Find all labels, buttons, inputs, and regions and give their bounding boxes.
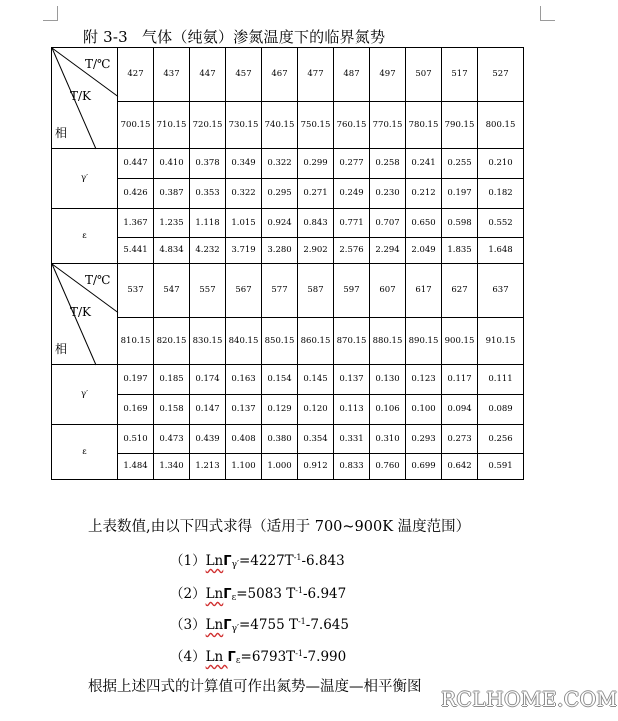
table-row [52, 102, 524, 149]
table-cell: 0.447 [118, 149, 154, 179]
table-cell: 0.249 [334, 179, 370, 209]
table-cell: 0.322 [262, 149, 298, 179]
table-cell: 1.835 [442, 238, 478, 264]
table-cell: 0.129 [262, 395, 298, 425]
header-celsius-label: T/℃ [85, 273, 111, 287]
table-cell: 1.648 [478, 238, 524, 264]
table-cell: 770.15 [370, 102, 406, 149]
table-cell: 0.408 [226, 425, 262, 454]
table-cell: 0.273 [442, 425, 478, 454]
table-cell: 910.15 [478, 318, 524, 365]
table-cell: 740.15 [262, 102, 298, 149]
equation-subscript: ε [235, 656, 241, 666]
table-cell: 0.230 [370, 179, 406, 209]
header-phase-label: 相 [55, 126, 68, 140]
table-cell: 617 [406, 264, 442, 318]
table-cell: 2.294 [370, 238, 406, 264]
equation-exponent: -1 [295, 586, 303, 595]
table-cell: 830.15 [190, 318, 226, 365]
table-cell: 0.169 [118, 395, 154, 425]
table-cell: 487 [334, 48, 370, 102]
equation-index: （3） [170, 617, 206, 633]
table-cell: 447 [190, 48, 226, 102]
table-cell: 790.15 [442, 102, 478, 149]
caption-number: 附 3-3 [83, 28, 128, 46]
table-cell: 0.094 [442, 395, 478, 425]
table-cell: 0.924 [262, 209, 298, 238]
table-cell: 627 [442, 264, 478, 318]
table-cell: 0.163 [226, 365, 262, 395]
table-cell: 517 [442, 48, 478, 102]
table-cell: 1.015 [226, 209, 262, 238]
table-cell: 467 [262, 48, 298, 102]
table-cell: 0.197 [442, 179, 478, 209]
table-cell: 547 [154, 264, 190, 318]
table-cell: 730.15 [226, 102, 262, 149]
table-cell: 0.299 [298, 149, 334, 179]
equation-constant: -6.843 [301, 553, 345, 569]
table-cell: 860.15 [298, 318, 334, 365]
table-cell: 0.241 [406, 149, 442, 179]
table-cell: 0.258 [370, 149, 406, 179]
table-cell: 0.295 [262, 179, 298, 209]
table-cell: 0.699 [406, 454, 442, 480]
critical-nitrogen-potential-table [51, 47, 524, 480]
table-cell: 0.387 [154, 179, 190, 209]
equation-exponent: -1 [293, 553, 302, 562]
table-cell: 820.15 [154, 318, 190, 365]
table-cell: 0.256 [478, 425, 524, 454]
table-cell: 0.598 [442, 209, 478, 238]
table-cell: 0.426 [118, 179, 154, 209]
table-cell: 0.089 [478, 395, 524, 425]
equation-exponent: -1 [297, 617, 306, 626]
table-cell: 0.197 [118, 365, 154, 395]
table-cell: 0.410 [154, 149, 190, 179]
table-cell: 0.353 [190, 179, 226, 209]
table-cell: 0.510 [118, 425, 154, 454]
table-cell: 0.760 [370, 454, 406, 480]
table-cell: 497 [370, 48, 406, 102]
table-row [52, 425, 524, 454]
table-cell: 0.106 [370, 395, 406, 425]
table-cell: 4.232 [190, 238, 226, 264]
caption-text: 气体（纯氨）渗氮温度下的临界氮势 [141, 28, 386, 46]
table-body [52, 48, 524, 480]
phase-gamma-prime-label: γ′ [52, 365, 118, 425]
equation-ln: Ln [205, 649, 228, 665]
table-cell: 720.15 [190, 102, 226, 149]
table-cell: 0.145 [298, 365, 334, 395]
table-cell: 637 [478, 264, 524, 318]
table-cell: 1.340 [154, 454, 190, 480]
table-cell: 0.185 [154, 365, 190, 395]
table-cell: 0.120 [298, 395, 334, 425]
table-cell: 0.650 [406, 209, 442, 238]
table-row [52, 264, 524, 318]
table-row [52, 48, 524, 102]
conclusion-text: 根据上述四式的计算值可作出氮势—温度—相平衡图 [88, 679, 422, 695]
table-cell: 0.642 [442, 454, 478, 480]
equation-subscript: ε [231, 593, 237, 603]
equation-3 [170, 613, 349, 634]
table-cell: 1.000 [262, 454, 298, 480]
table-cell: 1.235 [154, 209, 190, 238]
table-cell: 0.310 [370, 425, 406, 454]
table-row [52, 238, 524, 264]
table-cell: 840.15 [226, 318, 262, 365]
table-cell: 700.15 [118, 102, 154, 149]
table-cell: 557 [190, 264, 226, 318]
table-cell: 800.15 [478, 102, 524, 149]
equation-gamma: Γ [223, 554, 232, 569]
diagonal-header-cell [52, 264, 118, 365]
table-cell: 3.280 [262, 238, 298, 264]
table-cell: 567 [226, 264, 262, 318]
table-row [52, 454, 524, 480]
equation-rhs: =4755 T [239, 617, 298, 633]
table-cell: 0.473 [154, 425, 190, 454]
table-cell: 760.15 [334, 102, 370, 149]
table-cell: 2.576 [334, 238, 370, 264]
table-cell: 0.130 [370, 365, 406, 395]
table-cell: 597 [334, 264, 370, 318]
crop-mark-top-left [43, 6, 58, 21]
header-celsius-label: T/℃ [85, 57, 111, 71]
table-cell: 810.15 [118, 318, 154, 365]
table-cell: 507 [406, 48, 442, 102]
equation-exponent: -1 [295, 649, 303, 658]
table-cell: 0.158 [154, 395, 190, 425]
table-cell: 0.591 [478, 454, 524, 480]
table-cell: 890.15 [406, 318, 442, 365]
table-row [52, 395, 524, 425]
table-cell: 0.354 [298, 425, 334, 454]
table-cell: 0.771 [334, 209, 370, 238]
table-row [52, 149, 524, 179]
header-kelvin-label: T/K [70, 305, 92, 320]
table-cell: 0.277 [334, 149, 370, 179]
table-cell: 5.441 [118, 238, 154, 264]
phase-epsilon-label: ε [52, 209, 118, 264]
table-cell: 1.100 [226, 454, 262, 480]
source-note: 上表数值,由以下四式求得（适用于 700~900K 温度范围） [88, 519, 471, 535]
table-cell: 527 [478, 48, 524, 102]
table-cell: 850.15 [262, 318, 298, 365]
table-cell: 0.322 [226, 179, 262, 209]
table-cell: 710.15 [154, 102, 190, 149]
table-cell: 0.137 [226, 395, 262, 425]
equation-gamma: Γ [223, 618, 232, 633]
table-cell: 0.123 [406, 365, 442, 395]
equation-ln: Ln [205, 586, 224, 602]
table-cell: 880.15 [370, 318, 406, 365]
table-cell: 0.331 [334, 425, 370, 454]
header-kelvin-label: T/K [70, 89, 92, 104]
equation-gamma: Γ [223, 587, 232, 602]
phase-epsilon-label: ε [52, 425, 118, 480]
table-cell: 900.15 [442, 318, 478, 365]
equation-ln: Ln [205, 617, 224, 633]
equation-constant: -7.645 [305, 617, 349, 633]
equation-2 [170, 582, 346, 603]
table-cell: 1.118 [190, 209, 226, 238]
equation-subscript: γ′ [231, 560, 239, 570]
table-cell: 2.049 [406, 238, 442, 264]
table-cell: 0.293 [406, 425, 442, 454]
table-cell: 0.912 [298, 454, 334, 480]
table-cell: 0.212 [406, 179, 442, 209]
table-cell: 0.111 [478, 365, 524, 395]
table-cell: 587 [298, 264, 334, 318]
table-cell: 750.15 [298, 102, 334, 149]
table-cell: 0.182 [478, 179, 524, 209]
table-cell: 0.552 [478, 209, 524, 238]
table-cell: 0.147 [190, 395, 226, 425]
table-cell: 0.137 [334, 365, 370, 395]
equation-1 [170, 549, 345, 570]
table-cell: 457 [226, 48, 262, 102]
equation-gamma: Γ [227, 650, 236, 665]
table-cell: 477 [298, 48, 334, 102]
equation-constant: -7.990 [303, 649, 347, 665]
table-cell: 0.154 [262, 365, 298, 395]
table-cell: 537 [118, 264, 154, 318]
table-cell: 0.707 [370, 209, 406, 238]
table-cell: 0.380 [262, 425, 298, 454]
table-cell: 0.100 [406, 395, 442, 425]
table-cell: 0.439 [190, 425, 226, 454]
equation-rhs: =4227T [239, 553, 294, 569]
table-cell: 0.349 [226, 149, 262, 179]
table-cell: 1.213 [190, 454, 226, 480]
table-cell: 0.113 [334, 395, 370, 425]
equation-ln: Ln [205, 553, 224, 569]
table-cell: 0.174 [190, 365, 226, 395]
equation-rhs: =6793T [240, 649, 296, 665]
watermark: RCLHOME.COM [441, 687, 618, 711]
header-phase-label: 相 [55, 342, 68, 356]
table-cell: 577 [262, 264, 298, 318]
table-row [52, 318, 524, 365]
table-cell: 780.15 [406, 102, 442, 149]
equation-index: （1） [170, 553, 206, 569]
table-cell: 0.833 [334, 454, 370, 480]
equation-subscript: γ′ [231, 624, 239, 634]
phase-gamma-prime-label: γ′ [52, 149, 118, 209]
table-cell: 0.255 [442, 149, 478, 179]
table-cell: 3.719 [226, 238, 262, 264]
table-cell: 1.367 [118, 209, 154, 238]
equation-index: （2） [170, 586, 206, 602]
table-cell: 0.843 [298, 209, 334, 238]
equation-index: （4） [170, 649, 206, 665]
equation-constant: -6.947 [303, 586, 347, 602]
table-cell: 427 [118, 48, 154, 102]
table-cell: 2.902 [298, 238, 334, 264]
equation-rhs: =5083 T [236, 586, 296, 602]
table-cell: 0.117 [442, 365, 478, 395]
table-caption [83, 26, 385, 47]
table-cell: 870.15 [334, 318, 370, 365]
table-cell: 0.271 [298, 179, 334, 209]
equation-4 [170, 645, 346, 666]
table-cell: 437 [154, 48, 190, 102]
table-cell: 0.210 [478, 149, 524, 179]
table-cell: 1.484 [118, 454, 154, 480]
crop-mark-top-right [540, 6, 555, 21]
table-row [52, 365, 524, 395]
table-cell: 4.834 [154, 238, 190, 264]
table-row [52, 209, 524, 238]
table-cell: 607 [370, 264, 406, 318]
table-row [52, 179, 524, 209]
diagonal-header-cell [52, 48, 118, 149]
table-cell: 0.378 [190, 149, 226, 179]
